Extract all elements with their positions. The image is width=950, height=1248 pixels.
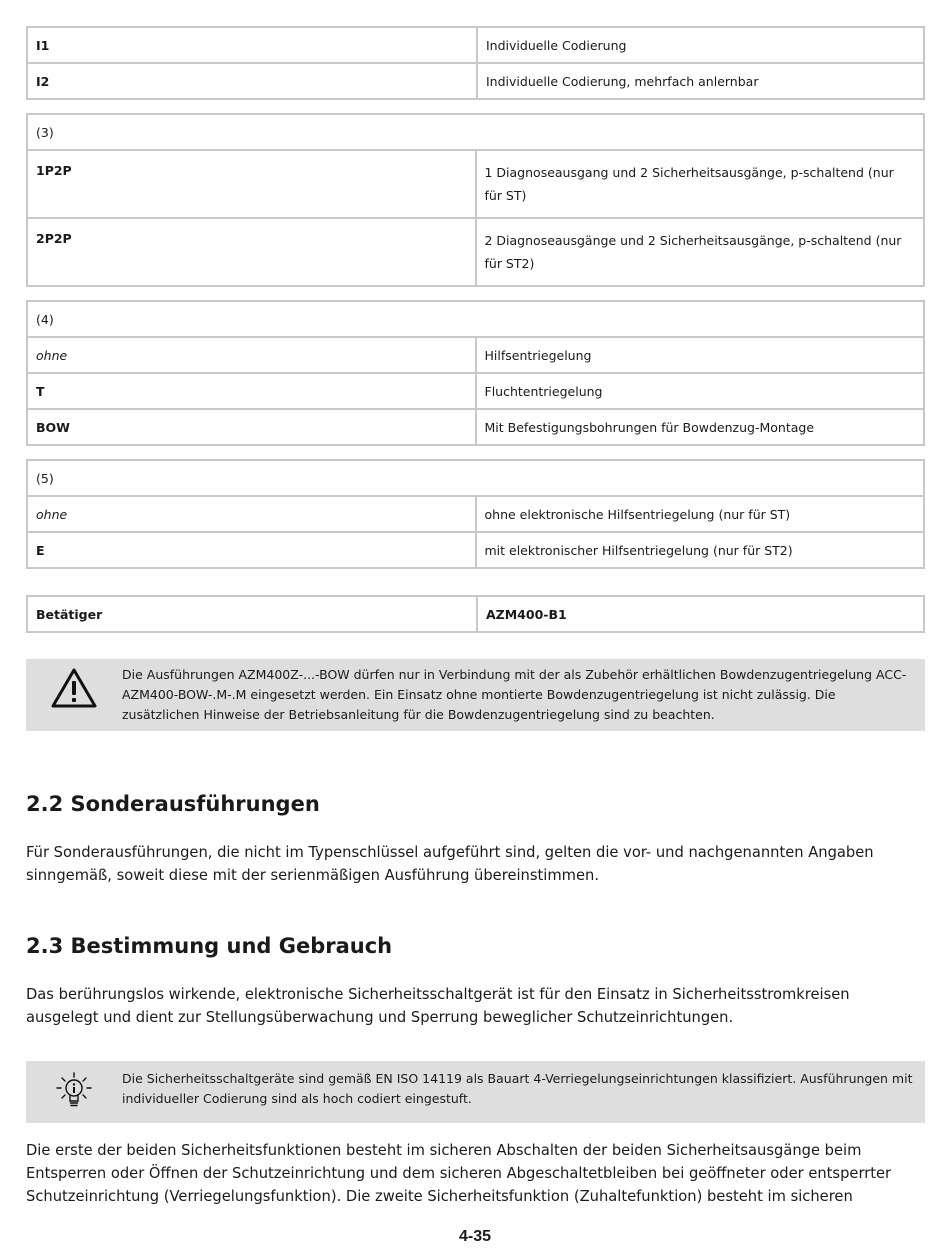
table-row: [27, 150, 924, 218]
info-note-text: Die Sicherheitsschaltgeräte sind gemäß EN ISO 14119 als Bauart 4-Verriegelungseinrichtungen klassifiziert. Ausführungen mit individueller Codierung sind als hoch codiert eingestuft.: [122, 1071, 913, 1106]
option-key: 2P2P: [27, 218, 476, 286]
option-key: 1P2P: [27, 150, 476, 218]
table-row: [27, 63, 924, 99]
page-number: 4-35: [458, 1228, 492, 1245]
table-header: (5): [27, 460, 924, 496]
option-key: ohne: [27, 337, 476, 373]
option-description: mit elektronischer Hilfsentriegelung (nur für ST2): [476, 532, 925, 568]
warning-triangle-icon: [26, 665, 122, 709]
option-key: ohne: [27, 496, 476, 532]
option-description: Individuelle Codierung: [477, 27, 924, 63]
closing-paragraph: Die erste der beiden Sicherheitsfunktionen besteht im sicheren Abschalten der beiden Sicherheitsausgänge beim Entsperren oder Öffnen der Schutzeinrichtung und dem sicheren Abgeschaltetbleiben bei geöffneter oder entsperrter Schutzeinrichtung (Verriegelungsfunktion). Die zweite Sicherheitsfunktion (Zuhaltefunktion) besteht im sicheren: [26, 1142, 892, 1205]
option-key: BOW: [27, 409, 476, 445]
option-key: I1: [27, 27, 477, 63]
option-key: I2: [27, 63, 477, 99]
coding-table: [26, 26, 925, 100]
electronic-release-table: [26, 459, 925, 569]
table-header-row: [27, 460, 924, 496]
option-description: AZM400-B1: [477, 596, 924, 632]
table-row: [27, 596, 924, 632]
outputs-table: [26, 113, 925, 287]
section-paragraph: Für Sonderausführungen, die nicht im Typenschlüssel aufgeführt sind, gelten die vor- und nachgenannten Angaben sinngemäß, soweit diese mit der serienmäßigen Ausführung übereinstimmen.: [26, 844, 874, 884]
table-row: [27, 496, 924, 532]
warning-note: [26, 659, 925, 731]
table-row: [27, 532, 924, 568]
document-page: [26, 26, 926, 1208]
warning-note-text: Die Ausführungen AZM400Z-...-BOW dürfen nur in Verbindung mit der als Zubehör erhältlichen Bowdenzugentriegelung ACC-AZM400-BOW-.M-.M eingesetzt werden. Ein Einsatz ohne montierte Bowdenzugentriegelung ist nicht zulässig. Die zusätzlichen Hinweise der Betriebsanleitung für die Bowdenzugentriegelung sind zu beachten.: [122, 667, 907, 722]
option-key: Betätiger: [27, 596, 477, 632]
table-header: (4): [27, 301, 924, 337]
section-paragraph: Das berührungslos wirkende, elektronische Sicherheitsschaltgerät ist für den Einsatz in Sicherheitsstromkreisen ausgelegt und dient zur Stellungsüberwachung und Sperrung beweglicher Schutzeinrichtungen.: [26, 986, 850, 1026]
option-description: Individuelle Codierung, mehrfach anlernbar: [477, 63, 924, 99]
option-key: T: [27, 373, 476, 409]
option-description: ohne elektronische Hilfsentriegelung (nur für ST): [476, 496, 925, 532]
table-header: (3): [27, 114, 924, 150]
option-description: Hilfsentriegelung: [476, 337, 925, 373]
option-description: Mit Befestigungsbohrungen für Bowdenzug-Montage: [476, 409, 925, 445]
table-row: [27, 27, 924, 63]
option-description: 2 Diagnoseausgänge und 2 Sicherheitsausgänge, p-schaltend (nur für ST2): [476, 218, 925, 286]
info-note: [26, 1061, 925, 1123]
option-description: Fluchtentriegelung: [476, 373, 925, 409]
table-row: [27, 409, 924, 445]
table-row: [27, 218, 924, 286]
table-header-row: [27, 114, 924, 150]
table-row: [27, 373, 924, 409]
table-row: [27, 337, 924, 373]
actuator-table: [26, 595, 925, 633]
section-heading: 2.3 Bestimmung und Gebrauch: [26, 934, 393, 958]
lightbulb-icon: [26, 1069, 122, 1111]
release-table: [26, 300, 925, 446]
option-description: 1 Diagnoseausgang und 2 Sicherheitsausgänge, p-schaltend (nur für ST): [476, 150, 925, 218]
option-key: E: [27, 532, 476, 568]
table-header-row: [27, 301, 924, 337]
section-heading: 2.2 Sonderausführungen: [26, 792, 320, 816]
